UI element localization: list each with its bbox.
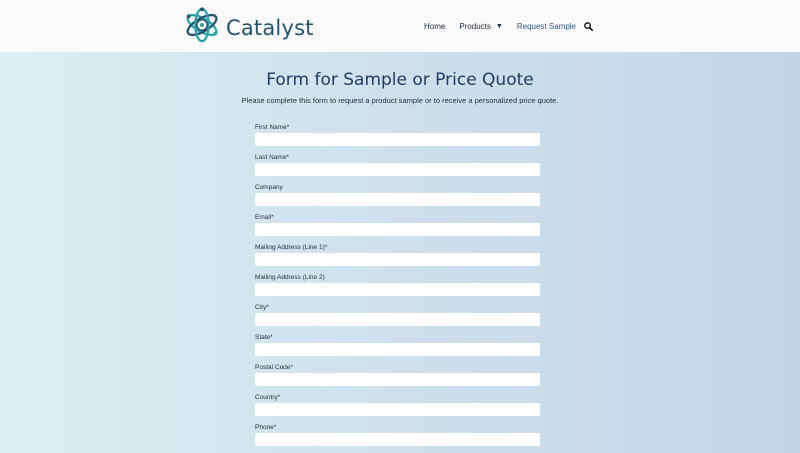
last-name-input[interactable] bbox=[255, 163, 540, 176]
first-name-input[interactable] bbox=[255, 133, 540, 146]
field-last-name bbox=[255, 153, 540, 183]
page-title: Form for Sample or Price Quote bbox=[266, 70, 534, 90]
brand-name: Catalyst bbox=[226, 15, 314, 40]
site-header bbox=[0, 0, 800, 52]
postal-code-input[interactable] bbox=[255, 373, 540, 386]
logo[interactable] bbox=[183, 6, 314, 49]
field-country bbox=[255, 393, 540, 423]
city-input[interactable] bbox=[255, 313, 540, 326]
nav-home[interactable]: Home bbox=[423, 21, 446, 31]
search-icon[interactable] bbox=[584, 22, 593, 31]
field-city bbox=[255, 303, 540, 333]
nav-request-sample[interactable]: Request Sample bbox=[516, 21, 576, 31]
sample-quote-form bbox=[255, 123, 540, 453]
address-line-2-label: Mailing Address (Line 2) bbox=[255, 274, 325, 281]
country-input[interactable] bbox=[255, 403, 540, 416]
page-subtitle: Please complete this form to request a product sample or to receive a personalized price quote. bbox=[241, 96, 559, 105]
city-label: City* bbox=[255, 304, 269, 311]
field-postal-code bbox=[255, 363, 540, 393]
field-company bbox=[255, 183, 540, 213]
field-address-line-2 bbox=[255, 273, 540, 303]
field-phone bbox=[255, 423, 540, 453]
first-name-label: First Name* bbox=[255, 124, 290, 131]
nav-products-label: Products bbox=[459, 21, 491, 31]
main-nav bbox=[410, 0, 593, 52]
postal-code-label: Postal Code* bbox=[255, 364, 293, 371]
chevron-down-icon: ▼ bbox=[495, 22, 503, 30]
company-label: Company bbox=[255, 184, 283, 191]
nav-products[interactable] bbox=[459, 22, 503, 31]
email-label: Email* bbox=[255, 214, 274, 221]
field-email bbox=[255, 213, 540, 243]
company-input[interactable] bbox=[255, 193, 540, 206]
field-address-line-1 bbox=[255, 243, 540, 273]
state-label: State* bbox=[255, 334, 273, 341]
last-name-label: Last Name* bbox=[255, 154, 289, 161]
atom-logo-icon bbox=[183, 6, 221, 49]
field-state bbox=[255, 333, 540, 363]
address-line-2-input[interactable] bbox=[255, 283, 540, 296]
country-label: Country* bbox=[255, 394, 281, 401]
address-line-1-label: Mailing Address (Line 1)* bbox=[255, 244, 328, 251]
field-first-name bbox=[255, 123, 540, 153]
email-input[interactable] bbox=[255, 223, 540, 236]
state-input[interactable] bbox=[255, 343, 540, 356]
address-line-1-input[interactable] bbox=[255, 253, 540, 266]
phone-input[interactable] bbox=[255, 433, 540, 446]
phone-label: Phone* bbox=[255, 424, 277, 431]
